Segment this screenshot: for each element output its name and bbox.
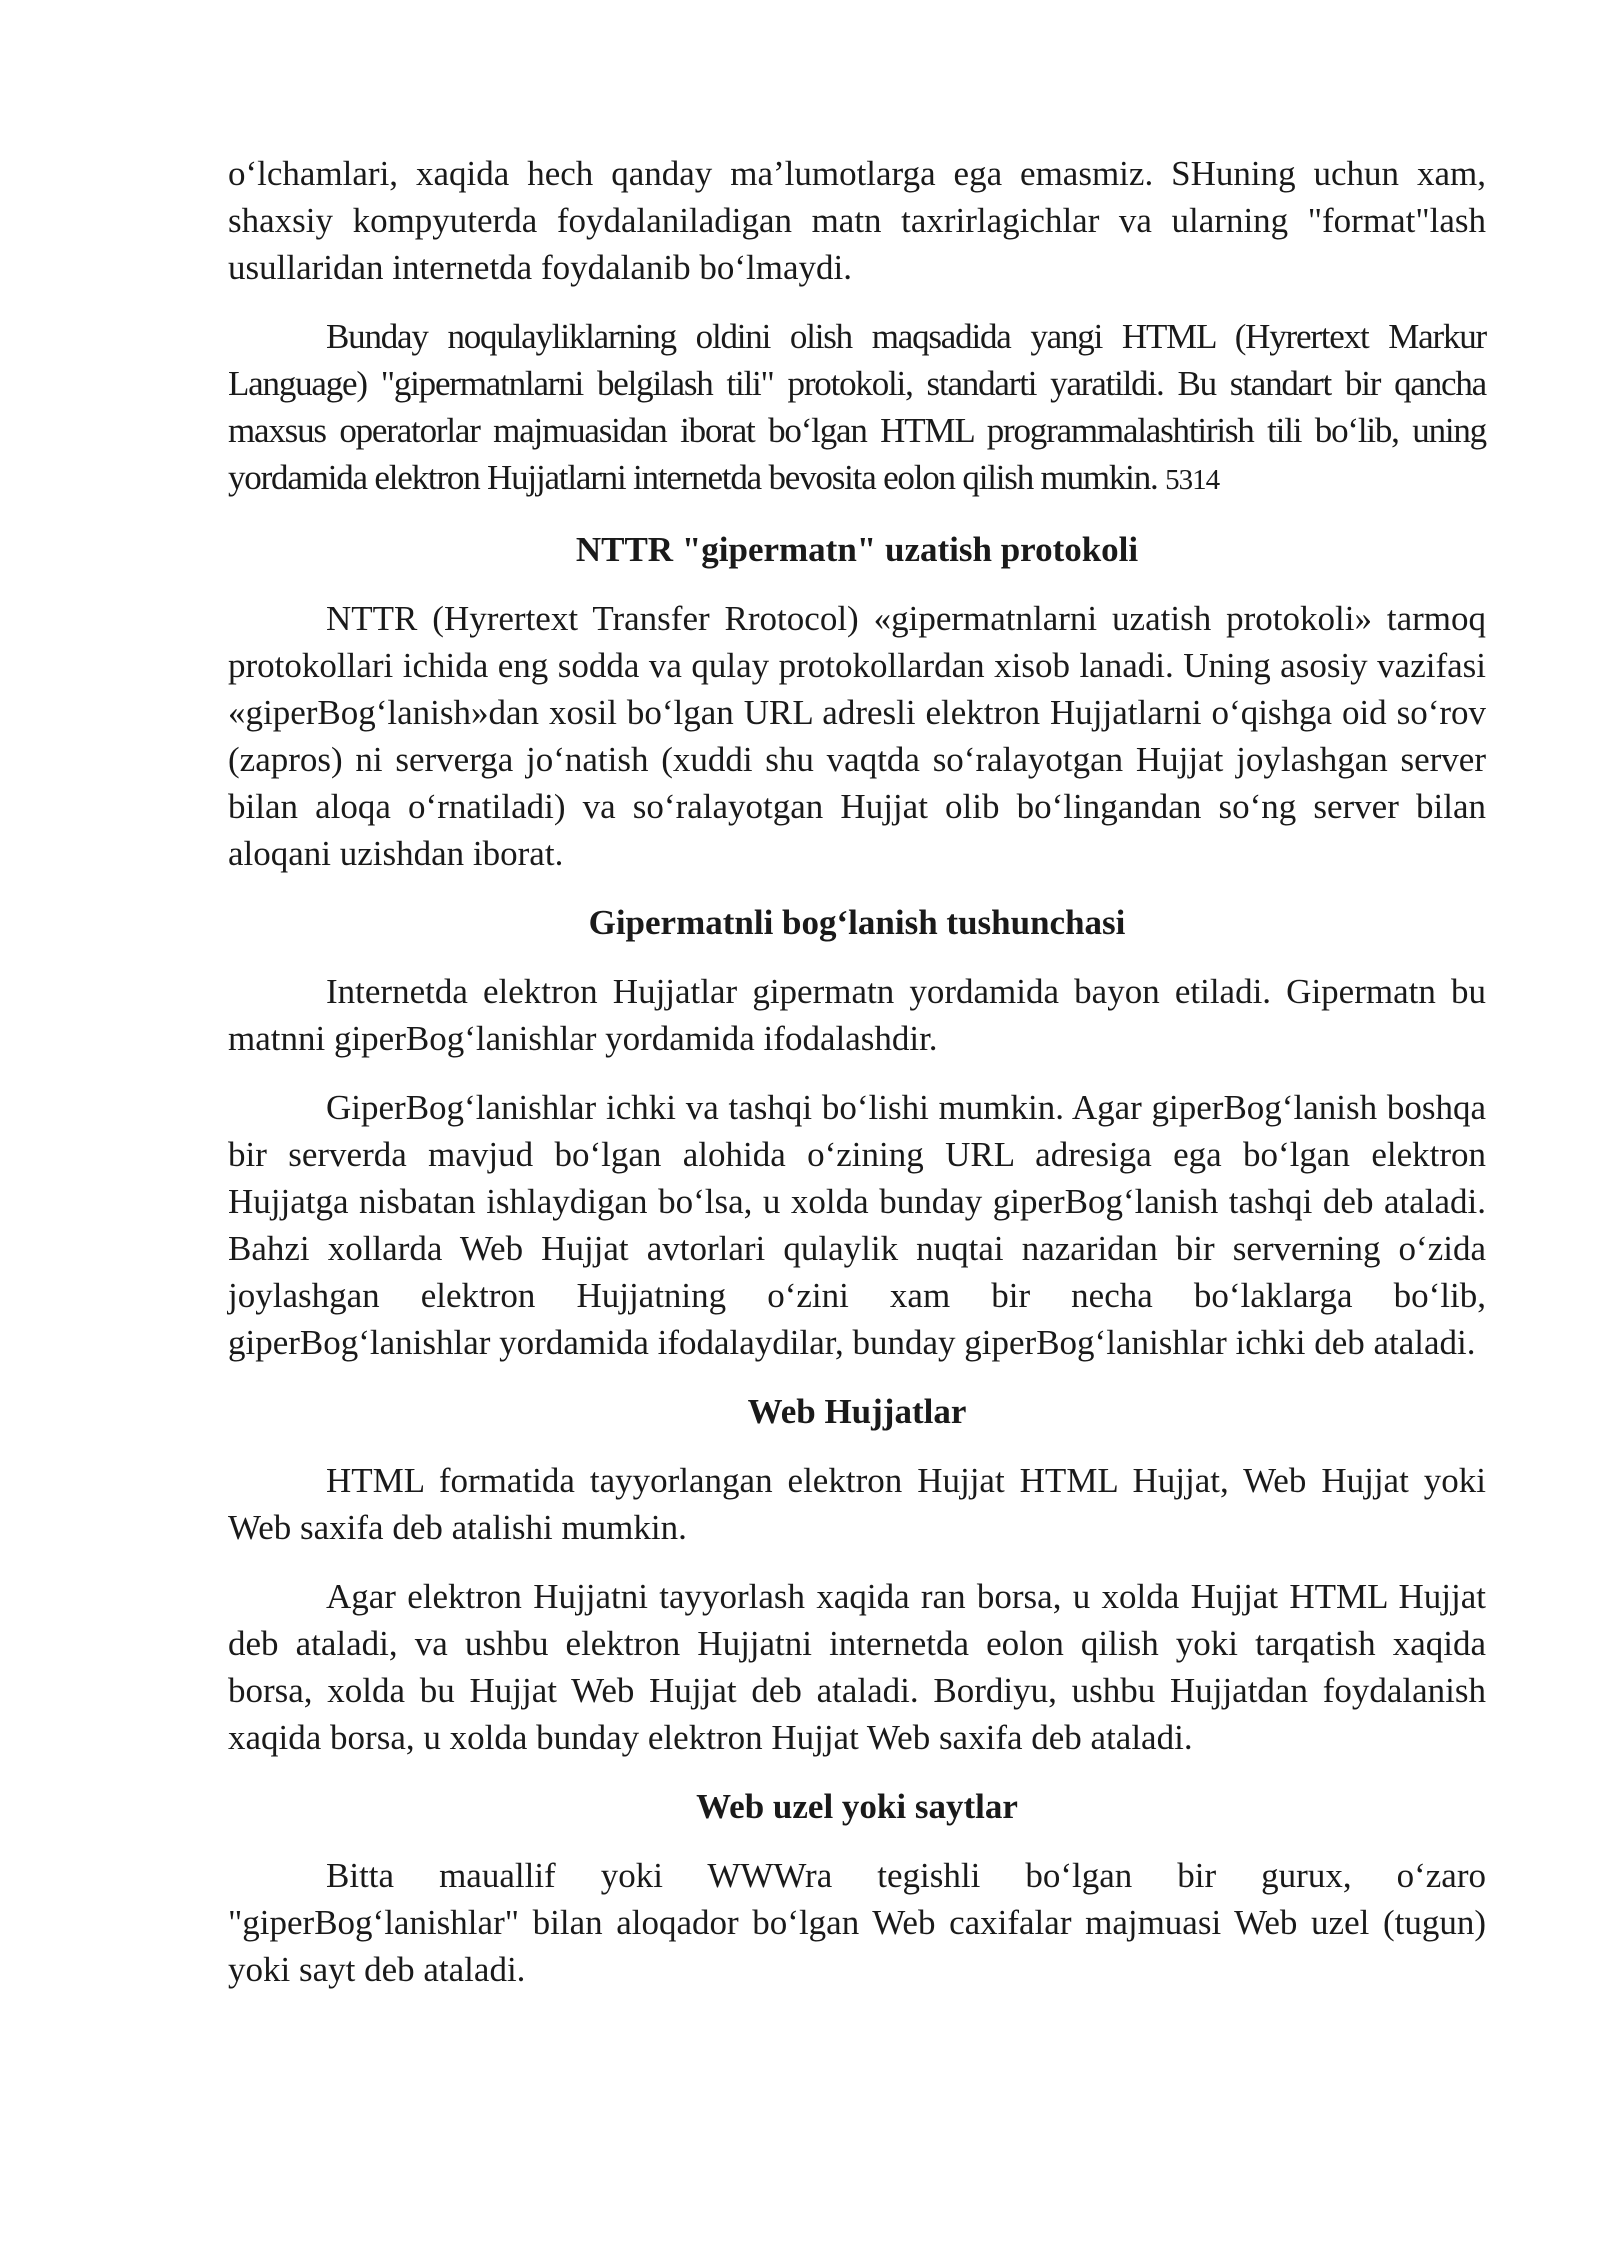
paragraph-2 (228, 313, 1486, 504)
paragraph-6: HTML formatida tayyorlangan elektron Hujjat HTML Hujjat, Web Hujjat yoki Web saxifa deb atalishi mumkin. (228, 1461, 1486, 1547)
heading-nttr-protocol: NTTR "gipermatn" uzatish protokoli (575, 530, 1139, 569)
heading-web-sites: Web uzel yoki saytlar (696, 1787, 1018, 1826)
paragraph-4: Internetda elektron Hujjatlar gipermatn yordamida bayon etiladi. Gipermatn bu matnni giperBog‘lanishlar yordamida ifodalashdir. (228, 972, 1486, 1058)
paragraph-2-text: Bunday noqulayliklarning oldini olish maqsadida yangi HTML (Hyrertext Markur Language) "gipermatnlarni belgilash tili" protokoli, standarti yaratildi. Bu standart bir qancha maxsus operatorlar majmuasidan iborat bo‘lgan HTML programmalashtirish tili bo‘lib, uning yordamida elektron Hujjatlarni internetda bevosita eolon qilish mumkin. (228, 317, 1486, 497)
paragraph-1: o‘lchamlari, xaqida hech qanday ma’lumotlarga ega emasmiz. SHuning uchun xam, shaxsiy kompyuterda foydalaniladigan matn taxrirlagichlar va ularning "format"lash usullaridan internetda foydalanib bo‘lmaydi. (228, 154, 1486, 287)
paragraph-3: NTTR (Hyrertext Transfer Rrotocol) «gipermatnlarni uzatish protokoli» tarmoq protokollari ichida eng sodda va qulay protokollardan xisob lanadi. Uning asosiy vazifasi «giperBog‘lanish»dan xosil bo‘lgan URL adresli elektron Hujjatlarni o‘qishga oid so‘rov (zapros) ni serverga jo‘natish (xuddi shu vaqtda so‘ralayotgan Hujjat joylashgan server bilan aloqa o‘rnatiladi) va so‘ralayotgan Hujjat olib bo‘lingandan so‘ng server bilan aloqani uzishdan iborat. (228, 599, 1486, 873)
heading-hypertext-link: Gipermatnli bog‘lanish tushunchasi (588, 903, 1126, 942)
paragraph-5: GiperBog‘lanishlar ichki va tashqi bo‘lishi mumkin. Agar giperBog‘lanish boshqa bir serverda mavjud bo‘lgan alohida o‘zining URL adresiga ega bo‘lgan elektron Hujjatga nisbatan ishlaydigan bo‘lsa, u xolda bunday giperBog‘lanish tashqi deb ataladi. Bahzi xollarda Web Hujjat avtorlari qulaylik nuqtai nazaridan bir serverning o‘zida joylashgan elektron Hujjatning o‘zini xam bir necha bo‘laklarga bo‘lib, giperBog‘lanishlar yordamida ifodalaydilar, bunday giperBog‘lanishlar ichki deb ataladi. (228, 1088, 1486, 1362)
document-page (228, 150, 1486, 2015)
paragraph-7: Agar elektron Hujjatni tayyorlash xaqida ran borsa, u xolda Hujjat HTML Hujjat deb ataladi, va ushbu elektron Hujjatni internetda eolon qilish yoki tarqatish xaqida borsa, xolda bu Hujjat Web Hujjat deb ataladi. Bordiyu, ushbu Hujjatdan foydalanish xaqida borsa, u xolda bunday elektron Hujjat Web saxifa deb ataladi. (228, 1577, 1486, 1757)
paragraph-2-number: 5314 (1165, 464, 1220, 496)
paragraph-8: Bitta mauallif yoki WWWra tegishli bo‘lgan bir gurux, o‘zaro "giperBog‘lanishlar" bilan aloqador bo‘lgan Web caxifalar majmuasi Web uzel (tugun) yoki sayt deb ataladi. (228, 1856, 1486, 1989)
heading-web-documents: Web Hujjatlar (747, 1392, 967, 1431)
